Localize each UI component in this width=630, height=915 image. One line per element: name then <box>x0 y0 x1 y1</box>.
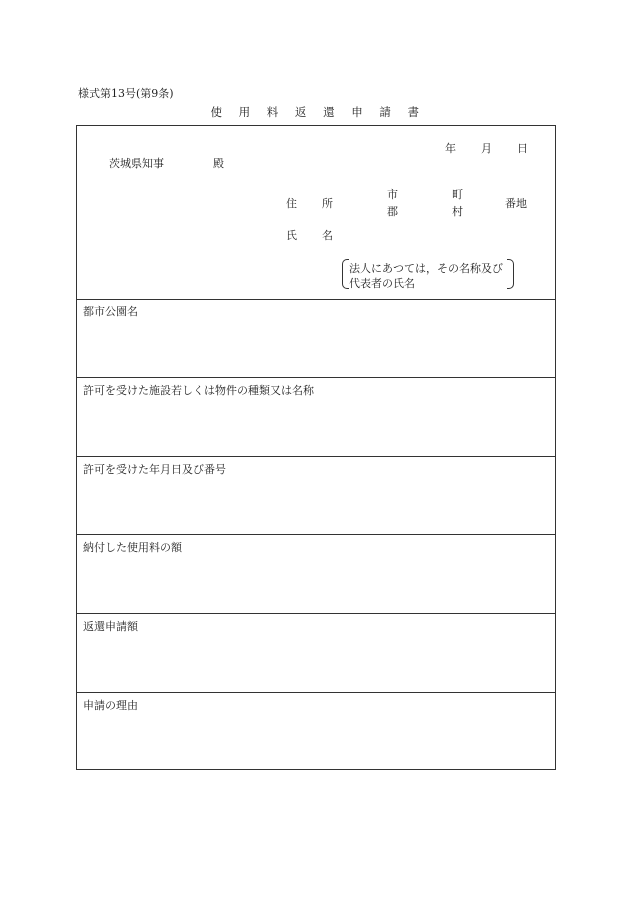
applicant-header <box>77 126 555 300</box>
corporate-note-line1: 法人にあつては，その名称及び <box>349 262 503 275</box>
section-facility-type[interactable] <box>77 378 555 457</box>
county-label: 郡 <box>387 205 398 218</box>
name-label-2: 名 <box>322 229 333 242</box>
section-paid-fee[interactable] <box>77 535 555 614</box>
section-label: 許可を受けた年月日及び番号 <box>83 463 226 476</box>
section-label: 納付した使用料の額 <box>83 541 182 554</box>
address-label-1: 住 <box>286 197 297 210</box>
title-char: 請 <box>379 105 392 119</box>
title-char: 申 <box>351 105 364 119</box>
section-label: 返還申請額 <box>83 620 138 633</box>
section-label: 許可を受けた施設若しくは物件の種類又は名称 <box>83 384 314 397</box>
right-bracket <box>507 259 514 289</box>
title-char: 還 <box>323 105 336 119</box>
form-number: 様式第13号(第9条) <box>78 87 174 100</box>
village-label: 村 <box>452 205 463 218</box>
section-park-name[interactable] <box>77 299 555 378</box>
date-year-label: 年 <box>445 142 456 155</box>
page-title <box>0 104 630 120</box>
date-day-label: 日 <box>517 142 528 155</box>
name-label-1: 氏 <box>286 229 297 242</box>
section-label: 都市公園名 <box>83 305 138 318</box>
title-char: 使 <box>210 105 223 119</box>
section-permit-date-number[interactable] <box>77 457 555 535</box>
lot-label: 番地 <box>505 197 527 210</box>
title-char: 書 <box>407 105 420 119</box>
title-char: 料 <box>266 105 279 119</box>
addressee: 茨城県知事 <box>109 157 164 170</box>
date-month-label: 月 <box>481 142 492 155</box>
corporate-note <box>342 259 514 289</box>
title-char: 返 <box>294 105 307 119</box>
left-bracket <box>342 259 349 289</box>
corporate-note-line2: 代表者の氏名 <box>349 277 415 290</box>
honorific: 殿 <box>213 157 224 170</box>
section-reason[interactable] <box>77 693 555 769</box>
section-refund-amount[interactable] <box>77 614 555 693</box>
title-char: 用 <box>238 105 251 119</box>
section-label: 申請の理由 <box>83 699 138 712</box>
city-label: 市 <box>387 188 398 201</box>
town-label: 町 <box>452 188 463 201</box>
address-label-2: 所 <box>322 197 333 210</box>
form-frame <box>76 125 556 770</box>
